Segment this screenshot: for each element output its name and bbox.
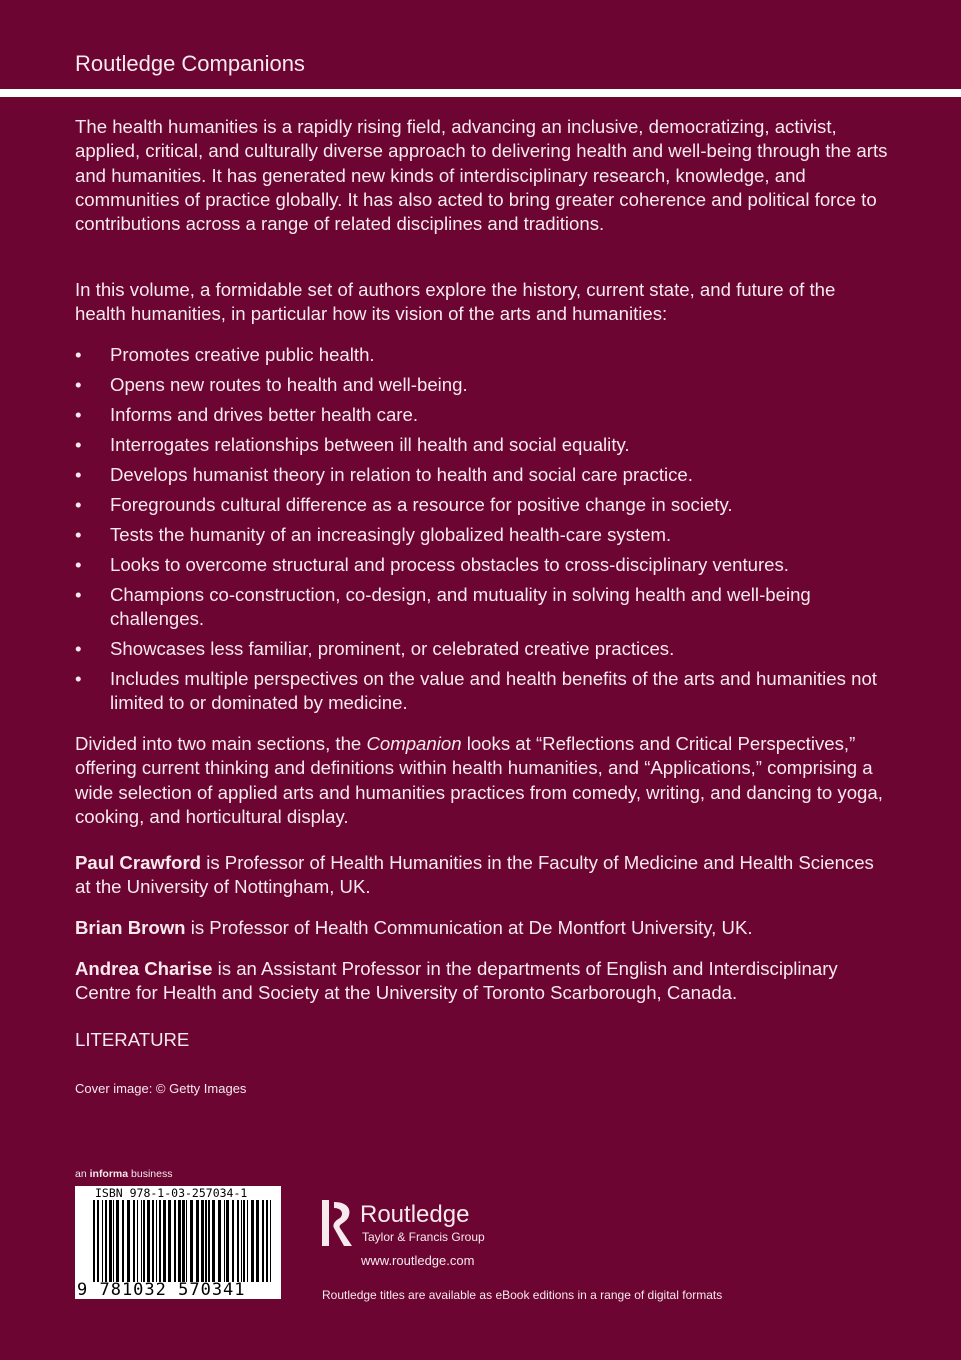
barcode-bar: [178, 1200, 181, 1282]
series-title: Routledge Companions: [75, 51, 305, 76]
barcode-bar: [174, 1200, 176, 1282]
barcode-bar: [105, 1200, 107, 1282]
informa-tagline: [75, 1168, 172, 1180]
informa-brand: informa: [89, 1168, 129, 1180]
ebook-note: Routledge titles are available as eBook editions in a range of digital formats: [322, 1288, 723, 1302]
divider-band: [0, 89, 961, 97]
barcode-bar: [137, 1200, 138, 1282]
informa-post: business: [128, 1168, 173, 1180]
author-bio-text: is Professor of Health Communication at De Montfort University, UK.: [185, 917, 753, 938]
list-item: • Showcases less familiar, prominent, or celebrated creative practices.: [75, 637, 890, 661]
barcode-bar: [186, 1200, 187, 1282]
list-item: • Includes multiple perspectives on the value and health benefits of the arts and humanities not limited to or dominated by medicine.: [75, 667, 890, 716]
barcode-bar: [243, 1200, 245, 1282]
intro-paragraph: The health humanities is a rapidly rising field, advancing an inclusive, democratizing, activist, applied, critical, and culturally diverse approach to delivering health and well-being through the arts and humanities. It has generated new kinds of interdisciplinary research, knowledge, and communities of practice globally. It has also acted to bring greater coherence and political force to contributions across a range of related disciplines and traditions.: [75, 116, 888, 235]
barcode-bar: [256, 1200, 259, 1282]
list-item: • Informs and drives better health care.: [75, 403, 890, 427]
informa-pre: an: [75, 1168, 90, 1180]
summary-paragraph: [75, 732, 890, 829]
author-bio-text: is an Assistant Professor in the departments of English and Interdisciplinary Centre for Health and Society at the University of Toronto Scarborough, Canada.: [75, 958, 838, 1004]
barcode-bar: [182, 1200, 185, 1282]
list-item: • Interrogates relationships between ill health and social equality.: [75, 433, 890, 457]
barcode-bar: [163, 1200, 166, 1282]
author-bio: [75, 957, 890, 1006]
barcode-bar: [205, 1200, 207, 1282]
barcode-bar: [247, 1200, 248, 1282]
isbn-barcode: [75, 1186, 281, 1299]
barcode-bar: [212, 1200, 215, 1282]
author-bio: [75, 851, 890, 900]
barcode-bar: [102, 1200, 103, 1282]
barcode-bar: [159, 1200, 161, 1282]
publisher-name: Routledge: [360, 1201, 470, 1228]
barcode-bar: [196, 1200, 199, 1282]
author-bio-text: is Professor of Health Humanities in the Faculty of Medicine and Health Sciences at the University of Nottingham, UK.: [75, 852, 874, 898]
isbn-text: ISBN 978-1-03-257034-1: [95, 1186, 248, 1200]
barcode-bar: [226, 1200, 229, 1282]
barcode-bar: [152, 1200, 154, 1282]
cover-credit: Cover image: © Getty Images: [75, 1081, 247, 1096]
subject-category: LITERATURE: [75, 1029, 190, 1050]
barcode-bar: [208, 1200, 210, 1282]
barcode-bar: [97, 1200, 99, 1282]
barcode-bar: [237, 1200, 239, 1282]
barcode-bar: [143, 1200, 145, 1282]
list-item: • Tests the humanity of an increasingly globalized health-care system.: [75, 523, 890, 547]
author-bio: [75, 916, 890, 940]
author-name: Andrea Charise: [75, 958, 213, 979]
barcode-bar: [232, 1200, 234, 1282]
feature-list: [75, 343, 890, 721]
summary-text-2: looks at “Reflections and Critical Perspectives,” offering current thinking and definitions within health humanities, and “Applications,” comprising a wide selection of applied arts and humanities practices from comedy, writing, and dancing to yoga, cooking, and horticultural display.: [75, 733, 883, 827]
barcode-bar: [218, 1200, 221, 1282]
ean-number: 9 781032 570341: [77, 1280, 246, 1300]
barcode-bar: [122, 1200, 124, 1282]
barcode-bar: [224, 1200, 225, 1282]
author-name: Paul Crawford: [75, 852, 202, 873]
barcode-bar: [156, 1200, 157, 1282]
barcode-bar: [113, 1200, 114, 1282]
barcode-bar: [201, 1200, 204, 1282]
barcode-bar: [147, 1200, 150, 1282]
summary-italic: Companion: [366, 733, 462, 754]
barcode-bar: [266, 1200, 268, 1282]
barcode-bar: [133, 1200, 135, 1282]
list-item: • Looks to overcome structural and process obstacles to cross-disciplinary ventures.: [75, 553, 890, 577]
barcode-bars: [93, 1200, 271, 1282]
author-name: Brian Brown: [75, 917, 186, 938]
summary-text: Divided into two main sections, the: [75, 733, 367, 754]
list-item: • Foregrounds cultural difference as a resource for positive change in society.: [75, 493, 890, 517]
intro-paragraph-2: In this volume, a formidable set of authors explore the history, current state, and future of the health humanities, in particular how its vision of the arts and humanities:: [75, 279, 836, 325]
barcode-bar: [262, 1200, 264, 1282]
list-item: • Champions co-construction, co-design, and mutuality in solving health and well-being challenges.: [75, 583, 890, 632]
barcode-bar: [190, 1200, 193, 1282]
barcode-bar: [251, 1200, 254, 1282]
barcode-bar: [116, 1200, 119, 1282]
barcode-bar: [168, 1200, 171, 1282]
publisher-url[interactable]: www.routledge.com: [361, 1253, 475, 1268]
barcode-bar: [93, 1200, 95, 1282]
routledge-logo-icon: [322, 1198, 354, 1248]
barcode-bar: [270, 1200, 271, 1282]
barcode-bar: [127, 1200, 130, 1282]
barcode-bar: [241, 1200, 242, 1282]
publisher-group: Taylor & Francis Group: [362, 1230, 485, 1244]
barcode-bar: [141, 1200, 142, 1282]
list-item: • Opens new routes to health and well-being.: [75, 373, 890, 397]
list-item: • Promotes creative public health.: [75, 343, 890, 367]
barcode-bar: [109, 1200, 112, 1282]
list-item: • Develops humanist theory in relation to health and social care practice.: [75, 463, 890, 487]
